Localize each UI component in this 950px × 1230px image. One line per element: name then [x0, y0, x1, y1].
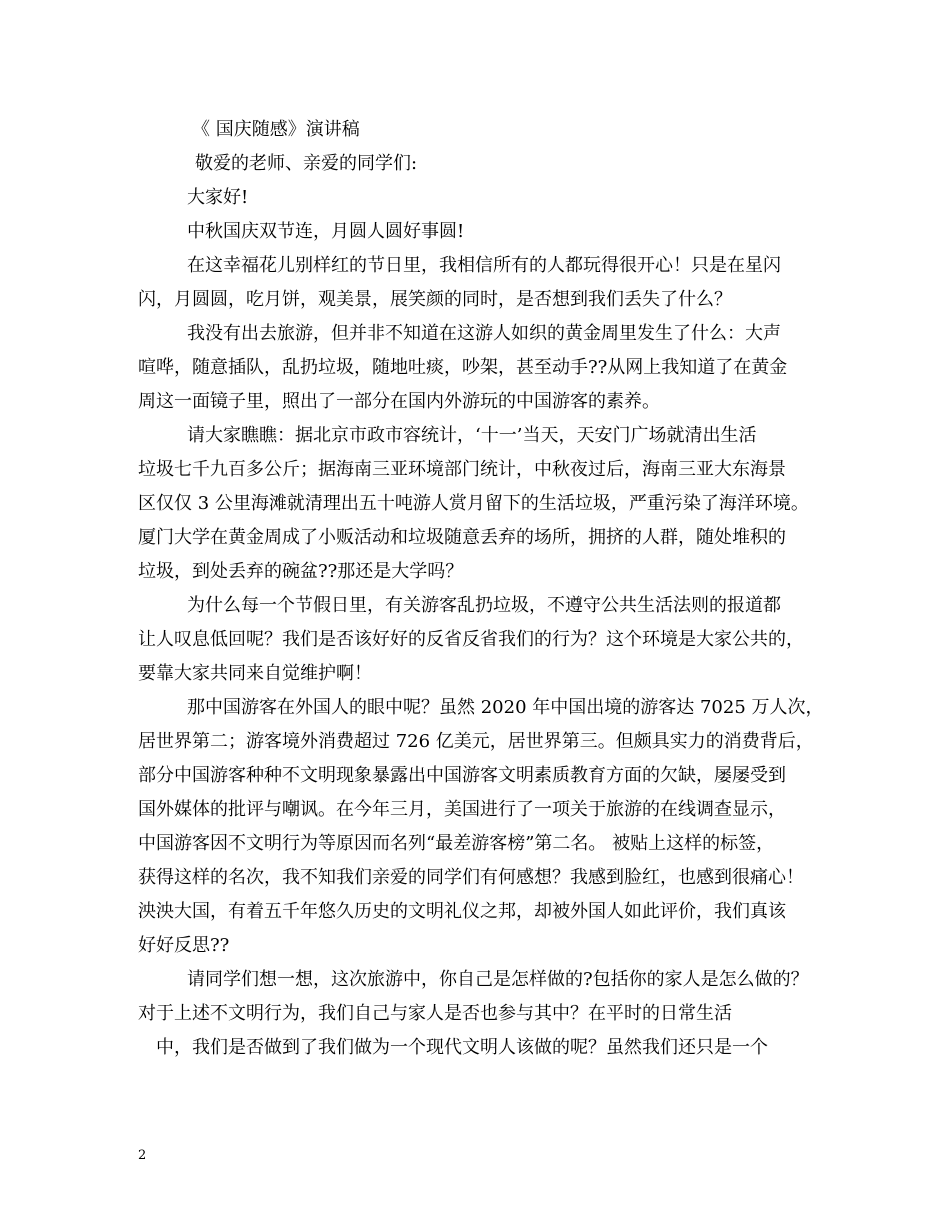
text-line: 获得这样的名次，我不知我们亲爱的同学们有何感想？我感到脸红，也感到很痛心！ — [138, 867, 804, 888]
text-line: 周这一面镜子里，照出了一部分在国内外游玩的中国游客的素养。 — [138, 391, 660, 412]
text-line: 区仅仅 3 公里海滩就清理出五十吨游人赏月留下的生活垃圾，严重污染了海洋环境。 — [138, 493, 809, 514]
page-number: 2 — [138, 1148, 147, 1163]
text-line: 对于上述不文明行为，我们自己与家人是否也参与其中？在平时的日常生活 — [138, 1003, 732, 1024]
text-line: 中秋国庆双节连，月圆人圆好事圆! — [187, 221, 465, 242]
text-line: 垃圾，到处丢弃的碗盆??那还是大学吗？ — [138, 561, 464, 582]
text-line: 在这幸福花儿别样红的节日里，我相信所有的人都玩得很开心！只是在星闪 — [187, 255, 781, 276]
text-line: 中国游客因不文明行为等原因而名列“最差游客榜”第二名。 被贴上这样的标签， — [138, 833, 775, 854]
text-line: 居世界第二；游客境外消费超过 726 亿美元，居世界第三。但颇具实力的消费背后， — [138, 731, 814, 752]
greeting: 大家好! — [187, 187, 249, 208]
text-line: 喧哗，随意插队，乱扔垃圾，随地吐痰，吵架，甚至动手??从网上我知道了在黄金 — [138, 357, 788, 378]
text-line: 好好反思?? — [138, 935, 230, 956]
text-line: 要靠大家共同来自觉维护啊！ — [138, 663, 372, 684]
text-line: 中，我们是否做到了我们做为一个现代文明人该做的呢？虽然我们还只是一个 — [156, 1037, 768, 1058]
text-line: 请大家瞧瞧：据北京市政市容统计，‘十一’当天，天安门广场就清出生活 — [187, 425, 757, 446]
text-line: 让人叹息低回呢？我们是否该好好的反省反省我们的行为？这个环境是大家公共的， — [138, 629, 804, 650]
text-line: 请同学们想一想，这次旅游中，你自己是怎样做的?包括你的家人是怎么做的？ — [187, 969, 809, 990]
document-title: 《 国庆随感》演讲稿 — [192, 119, 360, 140]
text-line: 泱泱大国，有着五千年悠久历史的文明礼仪之邦，却被外国人如此评价，我们真该 — [138, 901, 786, 922]
text-line: 我没有出去旅游，但并非不知道在这游人如织的黄金周里发生了什么：大声 — [187, 323, 781, 344]
text-line: 闪，月圆圆，吃月饼，观美景，展笑颜的同时，是否想到我们丢失了什么？ — [138, 289, 732, 310]
text-line: 国外媒体的批评与嘲讽。在今年三月，美国进行了一项关于旅游的在线调查显示， — [138, 799, 786, 820]
text-line: 部分中国游客种种不文明现象暴露出中国游客文明素质教育方面的欠缺，屡屡受到 — [138, 765, 786, 786]
text-line: 那中国游客在外国人的眼中呢？虽然 2020 年中国出境的游客达 7025 万人次， — [187, 697, 824, 718]
text-line: 为什么每一个节假日里，有关游客乱扔垃圾，不遵守公共生活法则的报道都 — [187, 595, 781, 616]
text-line: 厦门大学在黄金周成了小贩活动和垃圾随意丢弃的场所，拥挤的人群，随处堆积的 — [138, 527, 786, 548]
salutation: 敬爱的老师、亲爱的同学们: — [195, 153, 418, 174]
text-line: 垃圾七千九百多公斤；据海南三亚环境部门统计，中秋夜过后，海南三亚大东海景 — [138, 459, 786, 480]
